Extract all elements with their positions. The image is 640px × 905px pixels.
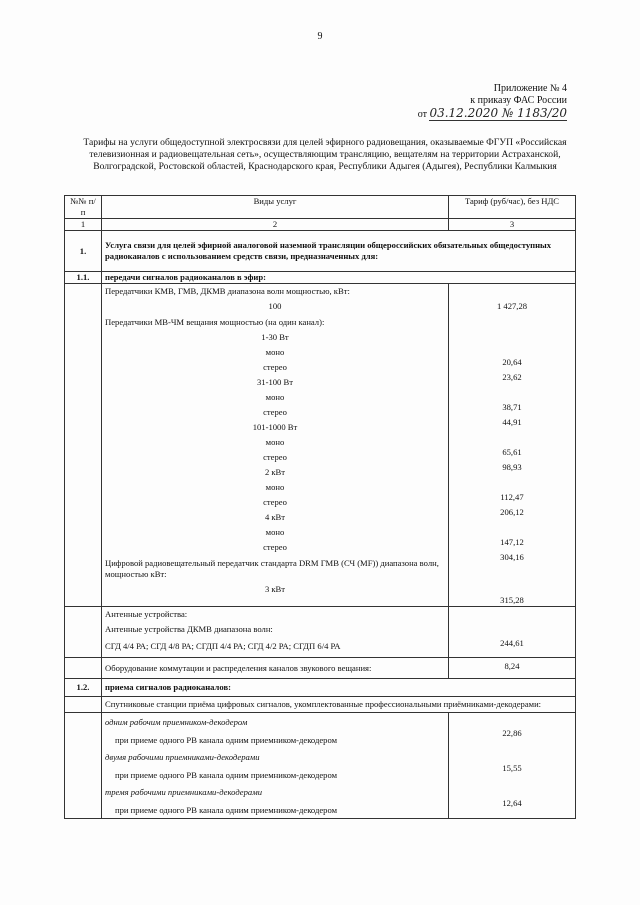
stereo-label: стерео bbox=[263, 452, 287, 462]
receiver-desc: при приеме одного РВ канала одним приемником-декодером bbox=[115, 770, 338, 780]
receiver-label: двумя рабочими приемниками-декодерами bbox=[105, 752, 260, 762]
receivers-values bbox=[449, 713, 576, 819]
subsection-1-1-text: передачи сигналов радиоканалов в эфир: bbox=[102, 272, 576, 284]
col-number-2: 2 bbox=[102, 219, 449, 231]
column-numbers-row bbox=[65, 219, 576, 231]
appendix-date-line bbox=[418, 107, 567, 121]
header-row bbox=[65, 196, 576, 219]
section-1-text: Услуга связи для целей эфирной аналоговой наземной трансляции общероссийских обязательных общедоступных радиоканалов с использованием средств связи, предназначенных для: bbox=[102, 231, 576, 272]
kmv-power: 100 bbox=[268, 301, 282, 311]
empty-num-cell bbox=[65, 607, 102, 658]
stereo-label: стерео bbox=[263, 497, 287, 507]
satellite-heading-row bbox=[65, 697, 576, 713]
drm-heading: Цифровой радиовещательный передатчик стандарта DRM ГМВ (СЧ (MF)) диапазона волн, мощностью кВт: bbox=[105, 558, 439, 579]
handwritten-date-number: 03.12.2020 № 1183/20 bbox=[429, 106, 567, 120]
mono-label: моно bbox=[265, 347, 285, 357]
receiver-desc: при приеме одного РВ канала одним приемником-декодером bbox=[115, 735, 338, 745]
kmv-heading: Передатчики КМВ, ГМВ, ДКМВ диапазона волн мощностью, кВт: bbox=[105, 286, 350, 296]
band-label: 31-100 Вт bbox=[257, 377, 293, 387]
band-mono-value: 112,47 bbox=[500, 492, 524, 502]
mono-label: моно bbox=[265, 527, 285, 537]
satellite-heading: Спутниковые станции приёма цифровых сигналов, укомплектованные профессиональными приёмниками-декодерами: bbox=[102, 697, 576, 713]
receiver-value: 12,64 bbox=[502, 798, 522, 808]
receivers-row bbox=[65, 713, 576, 819]
col-number-3: 3 bbox=[449, 219, 576, 231]
stereo-label: стерео bbox=[263, 407, 287, 417]
switching-text: Оборудование коммутации и распределения каналов звукового вещания: bbox=[102, 658, 449, 679]
subsection-1-1-row bbox=[65, 272, 576, 284]
receiver-label: одним рабочим приемником-декодером bbox=[105, 717, 248, 727]
band-stereo-value: 206,12 bbox=[500, 507, 524, 517]
antenna-types: СГД 4/4 РА; СГД 4/8 РА; СГДП 4/4 РА; СГД 4/2 РА; СГДП 6/4 РА bbox=[105, 641, 341, 651]
empty-num-cell bbox=[65, 697, 102, 713]
kmv-value: 1 427,28 bbox=[496, 301, 528, 311]
empty-num-cell bbox=[65, 713, 102, 819]
transmitters-block-row bbox=[65, 284, 576, 607]
header-service: Виды услуг bbox=[102, 196, 449, 219]
empty-num-cell bbox=[65, 284, 102, 607]
antenna-heading: Антенные устройства: bbox=[105, 609, 188, 619]
subsection-1-2-text: приема сигналов радиоканалов: bbox=[102, 679, 576, 697]
stereo-label: стерео bbox=[263, 362, 287, 372]
drm-power: 3 кВт bbox=[264, 584, 286, 594]
subsection-1-2-num: 1.2. bbox=[65, 679, 102, 697]
mono-label: моно bbox=[265, 437, 285, 447]
antenna-dkmv: Антенные устройства ДКМВ диапазона волн: bbox=[105, 624, 273, 634]
drm-value: 315,28 bbox=[500, 595, 524, 605]
document-title: Тарифы на услуги общедоступной электросвязи для целей эфирного радиовещания, оказываемые ФГУП «Российская телевизионная и радиовещательная сеть», осуществляющим трансляцию, вещателям на территории Астраханской, Волгоградской, Ростовской областей, Краснодарского края, Республики Адыгея (Адыгея), Республики Калмыкия bbox=[83, 137, 567, 172]
band-stereo-value: 98,93 bbox=[502, 462, 522, 472]
band-mono-value: 20,64 bbox=[502, 357, 522, 367]
band-label: 101-1000 Вт bbox=[252, 422, 298, 432]
page-number: 9 bbox=[317, 31, 323, 42]
antenna-cell bbox=[102, 607, 449, 658]
stereo-label: стерео bbox=[263, 542, 287, 552]
antenna-row bbox=[65, 607, 576, 658]
band-label: 1-30 Вт bbox=[261, 332, 289, 342]
header-tariff: Тариф (руб/час), без НДС bbox=[449, 196, 576, 219]
band-mono-value: 38,71 bbox=[502, 402, 522, 412]
section-1-num: 1. bbox=[65, 231, 102, 272]
antenna-value: 244,61 bbox=[449, 607, 576, 658]
band-stereo-value: 23,62 bbox=[502, 372, 522, 382]
appendix-title: Приложение № 4 bbox=[493, 83, 567, 94]
section-1-row bbox=[65, 231, 576, 272]
receiver-value: 22,86 bbox=[502, 728, 522, 738]
subsection-1-2-row bbox=[65, 679, 576, 697]
transmitters-list bbox=[102, 284, 449, 607]
band-label: 2 кВт bbox=[264, 467, 286, 477]
receiver-desc: при приеме одного РВ канала одним приемником-декодером bbox=[115, 805, 338, 815]
switching-row bbox=[65, 658, 576, 679]
header-num: №№ п/п bbox=[65, 196, 102, 219]
band-mono-value: 147,12 bbox=[500, 537, 524, 547]
band-mono-value: 65,61 bbox=[502, 447, 522, 457]
empty-num-cell bbox=[65, 658, 102, 679]
col-number-1: 1 bbox=[65, 219, 102, 231]
switching-value: 8,24 bbox=[449, 658, 576, 679]
mvchm-heading: Передатчики МВ-ЧМ вещания мощностью (на один канал): bbox=[105, 317, 325, 327]
band-label: 4 кВт bbox=[264, 512, 286, 522]
receiver-value: 15,55 bbox=[502, 763, 522, 773]
band-stereo-value: 304,16 bbox=[500, 552, 524, 562]
tariff-table bbox=[64, 195, 576, 819]
band-stereo-value: 44,91 bbox=[502, 417, 522, 427]
mono-label: моно bbox=[265, 392, 285, 402]
appendix-block bbox=[418, 83, 567, 121]
receivers-list bbox=[102, 713, 449, 819]
subsection-1-1-num: 1.1. bbox=[65, 272, 102, 284]
receiver-label: тремя рабочими приемниками-декодерами bbox=[105, 787, 262, 797]
mono-label: моно bbox=[265, 482, 285, 492]
appendix-order: к приказу ФАС России bbox=[470, 95, 567, 106]
transmitters-values bbox=[449, 284, 576, 607]
date-prefix: от bbox=[417, 109, 427, 120]
